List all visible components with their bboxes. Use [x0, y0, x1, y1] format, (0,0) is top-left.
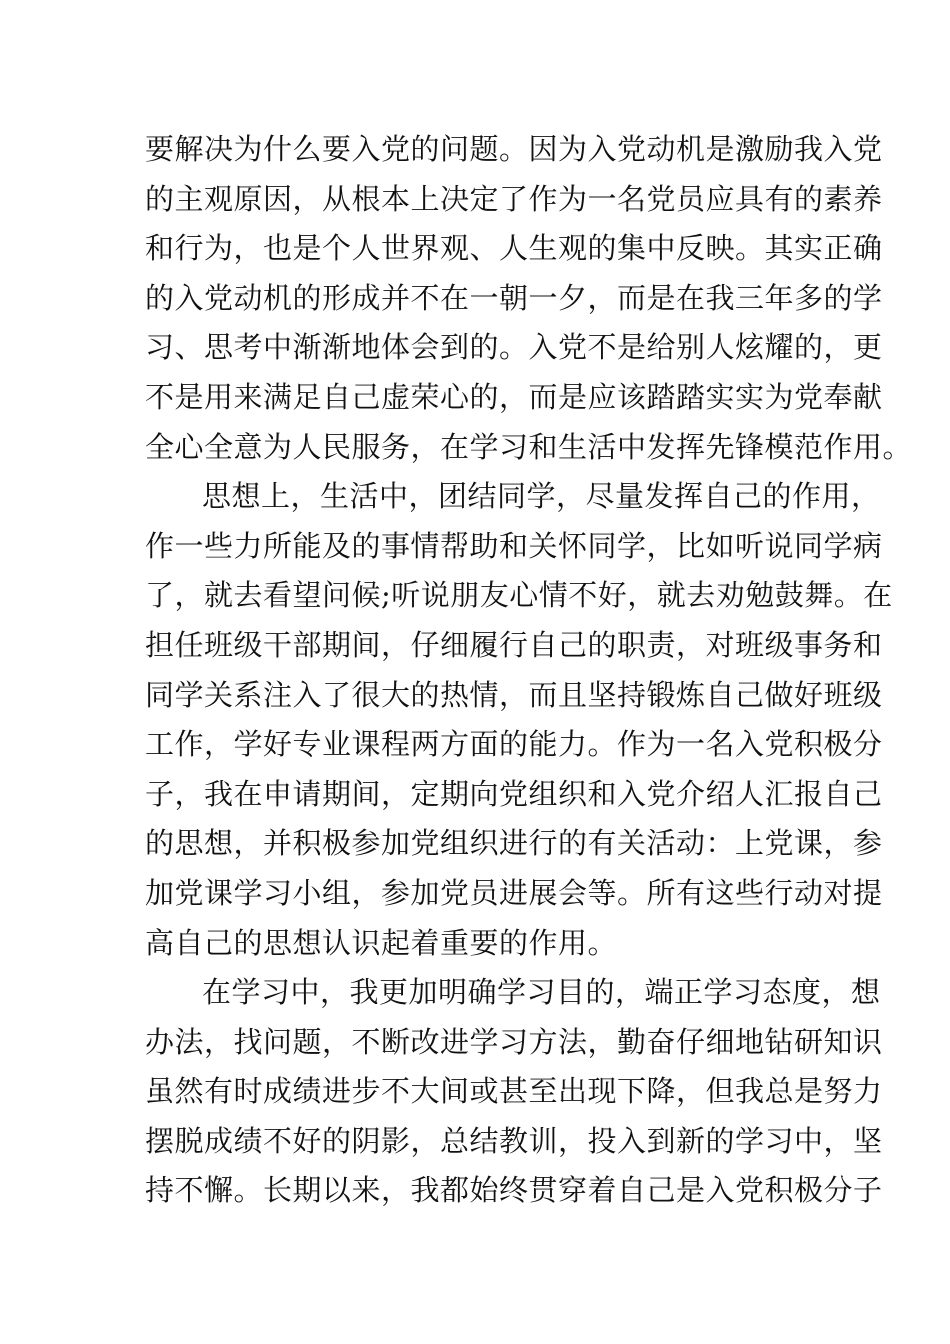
text-line: 和行为，也是个人世界观、人生观的集中反映。其实正确	[145, 231, 883, 266]
text-line: 加党课学习小组，参加党员进展会等。所有这些行动对提	[145, 875, 883, 910]
text-line: 担任班级干部期间，仔细履行自己的职责，对班级事务和	[145, 627, 883, 662]
text-line: 高自己的思想认识起着重要的作用。	[145, 925, 618, 960]
text-line: 作一些力所能及的事情帮助和关怀同学，比如听说同学病	[145, 528, 883, 563]
text-line: 工作，学好专业课程两方面的能力。作为一名入党积极分	[145, 727, 883, 762]
document-body	[145, 125, 913, 1216]
text-line: 习、思考中渐渐地体会到的。入党不是给别人炫耀的，更	[145, 330, 883, 365]
text-line: 要解决为什么要入党的问题。因为入党动机是激励我入党	[145, 132, 883, 166]
text-line: 办法，找问题，不断改进学习方法，勤奋仔细地钻研知识	[145, 1024, 883, 1059]
paragraph-first-line: 思想上，生活中，团结同学，尽量发挥自己的作用，	[202, 479, 881, 514]
text-line: 了，就去看望问候;听说朋友心情不好，就去劝勉鼓舞。在	[145, 578, 893, 613]
text-line: 不是用来满足自己虚荣心的，而是应该踏踏实实为党奉献	[145, 379, 883, 414]
paragraph-first-line: 在学习中，我更加明确学习目的，端正学习态度，想	[202, 975, 881, 1010]
text-line: 的入党动机的形成并不在一朝一夕，而是在我三年多的学	[145, 280, 883, 315]
text-line: 的主观原因，从根本上决定了作为一名党员应具有的素养	[145, 181, 883, 216]
text-line: 摆脱成绩不好的阴影，总结教训，投入到新的学习中，坚	[145, 1123, 883, 1158]
text-line: 持不懈。长期以来，我都始终贯穿着自己是入党积极分子	[145, 1173, 883, 1208]
text-line: 全心全意为人民服务，在学习和生活中发挥先锋模范作用。	[145, 429, 913, 464]
text-line: 子，我在申请期间，定期向党组织和入党介绍人汇报自己	[145, 776, 883, 811]
text-line: 同学关系注入了很大的热情，而且坚持锻炼自己做好班级	[145, 677, 883, 712]
text-line: 虽然有时成绩进步不大间或甚至出现下降，但我总是努力	[145, 1074, 883, 1109]
text-line: 的思想，并积极参加党组织进行的有关活动：上党课，参	[145, 826, 883, 861]
